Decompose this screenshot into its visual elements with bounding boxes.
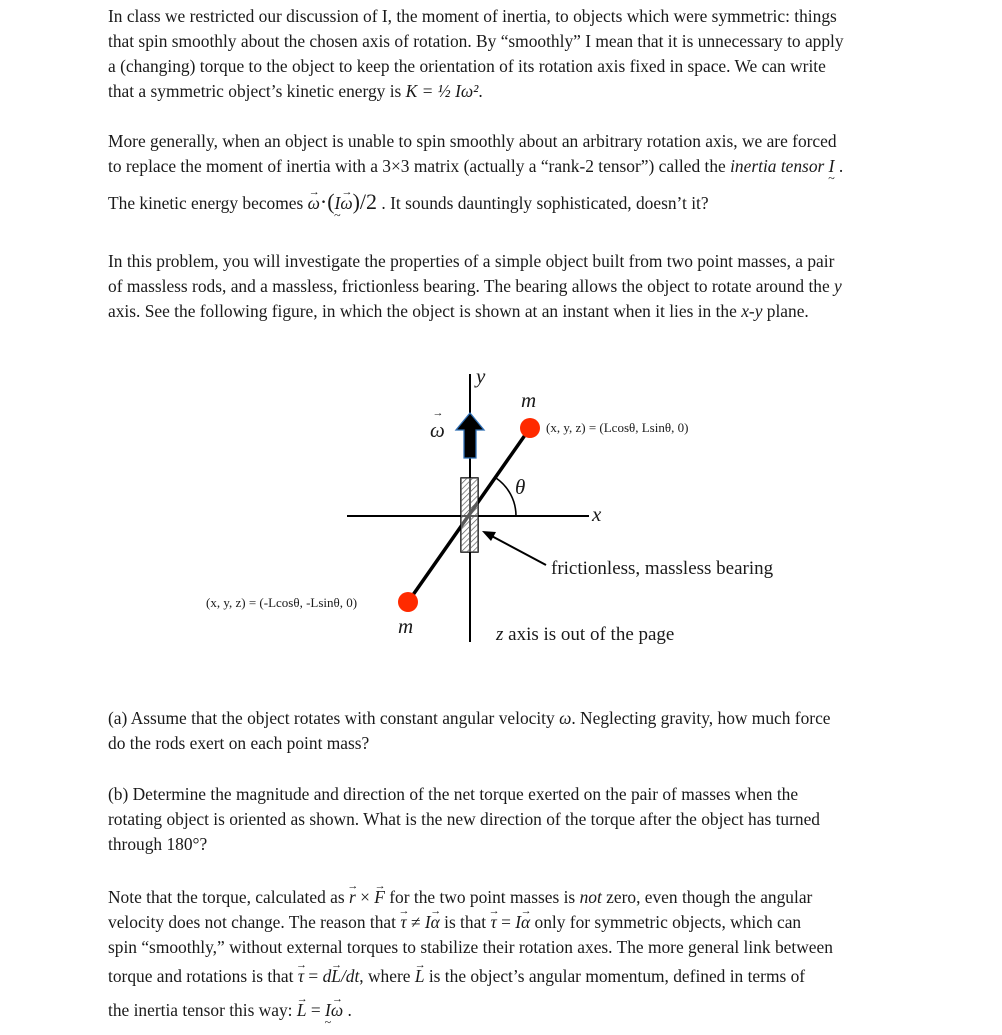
rotating-dumbbell-figure <box>0 350 1002 670</box>
omega-label: → ω <box>430 418 445 443</box>
mass-bottom-coordinates: (x, y, z) = (-Lcosθ, -Lsinθ, 0) <box>206 595 358 610</box>
part-a-line-1: (a) Assume that the object rotates with constant angular velocity ω. Neglecting gravity, how much force <box>108 708 831 728</box>
general-paragraph <box>108 129 908 216</box>
kinetic-energy-formula: K = ½ Iω² <box>405 81 479 101</box>
mass-bottom-label: m <box>398 614 414 638</box>
part-b-question <box>108 782 908 857</box>
problem-line-1: In this problem, you will investigate the properties of a simple object built from two point masses, a pair <box>108 251 835 271</box>
intro-line-1: In class we restricted our discussion of I, the moment of inertia, to objects which were symmetric: things <box>108 6 837 26</box>
omega-arrow-icon <box>456 413 484 458</box>
general-line-1: More generally, when an object is unable to spin smoothly about an arbitrary rotation axis, we are forced <box>108 131 837 151</box>
note-line-2: velocity does not change. The reason that → τ ≠ I→ α is that → τ = I→ α only for symmetric objects, which can <box>108 910 908 935</box>
mass-top-label: m <box>521 388 537 412</box>
general-line-2: to replace the moment of inertia with a 3×3 matrix (actually a “rank-2 tensor”) called the inertia tensor I ~ . <box>108 154 908 179</box>
omega-vector: → ω <box>308 191 320 216</box>
note-paragraph <box>108 885 908 1023</box>
inertia-tensor-symbol: I ~ <box>829 154 835 179</box>
bearing-pointer <box>486 533 546 565</box>
theta-arc <box>496 478 516 516</box>
intro-line-4: that a symmetric object’s kinetic energy is K = ½ Iω². <box>108 81 483 101</box>
part-b-line-3: through 180°? <box>108 834 208 854</box>
problem-line-3: axis. See the following figure, in which the object is shown at an instant when it lies in the x-y plane. <box>108 301 809 321</box>
y-axis-label: y <box>476 364 486 388</box>
note-line-1: Note that the torque, calculated as → r × → F for the two point masses is not zero, even though the angular <box>108 885 908 910</box>
part-b-line-1: (b) Determine the magnitude and direction of the net torque exerted on the pair of masses when the <box>108 784 799 804</box>
problem-paragraph <box>108 249 908 324</box>
part-a-question <box>108 706 908 756</box>
general-line-3: The kinetic energy becomes → ω·(I ~→ ω)/2 . It sounds dauntingly sophisticated, doesn’t it? <box>108 189 908 216</box>
theta-label: θ <box>515 475 526 499</box>
x-axis-label: x <box>592 502 602 526</box>
intro-paragraph <box>108 4 908 104</box>
mass-top <box>520 418 540 438</box>
note-line-3: spin “smoothly,” without external torques to stabilize their rotation axes. The more general link between <box>108 937 833 957</box>
figure-drawing <box>0 350 1002 670</box>
intro-line-3: a (changing) torque to the object to keep the orientation of its rotation axis fixed in space. We can write <box>108 56 826 76</box>
note-line-4: torque and rotations is that → τ = d→ L/dt, where → L is the object’s angular momentum, defined in terms of <box>108 964 908 989</box>
inertia-tensor-term: inertia tensor <box>730 156 825 176</box>
problem-line-2: of massless rods, and a massless, frictionless bearing. The bearing allows the object to rotate around the y <box>108 276 842 296</box>
part-a-line-2: do the rods exert on each point mass? <box>108 733 370 753</box>
part-b-line-2: rotating object is oriented as shown. What is the new direction of the torque after the object has turned <box>108 809 820 829</box>
note-line-5: the inertia tensor this way: → L = I ~→ ω . <box>108 998 908 1023</box>
mass-bottom <box>398 592 418 612</box>
mass-top-coordinates: (x, y, z) = (Lcosθ, Lsinθ, 0) <box>546 420 689 435</box>
z-axis-note: z axis is out of the page <box>496 624 675 645</box>
bearing-label: frictionless, massless bearing <box>551 558 774 579</box>
intro-line-2: that spin smoothly about the chosen axis of rotation. By “smoothly” I mean that it is unnecessary to apply <box>108 31 844 51</box>
